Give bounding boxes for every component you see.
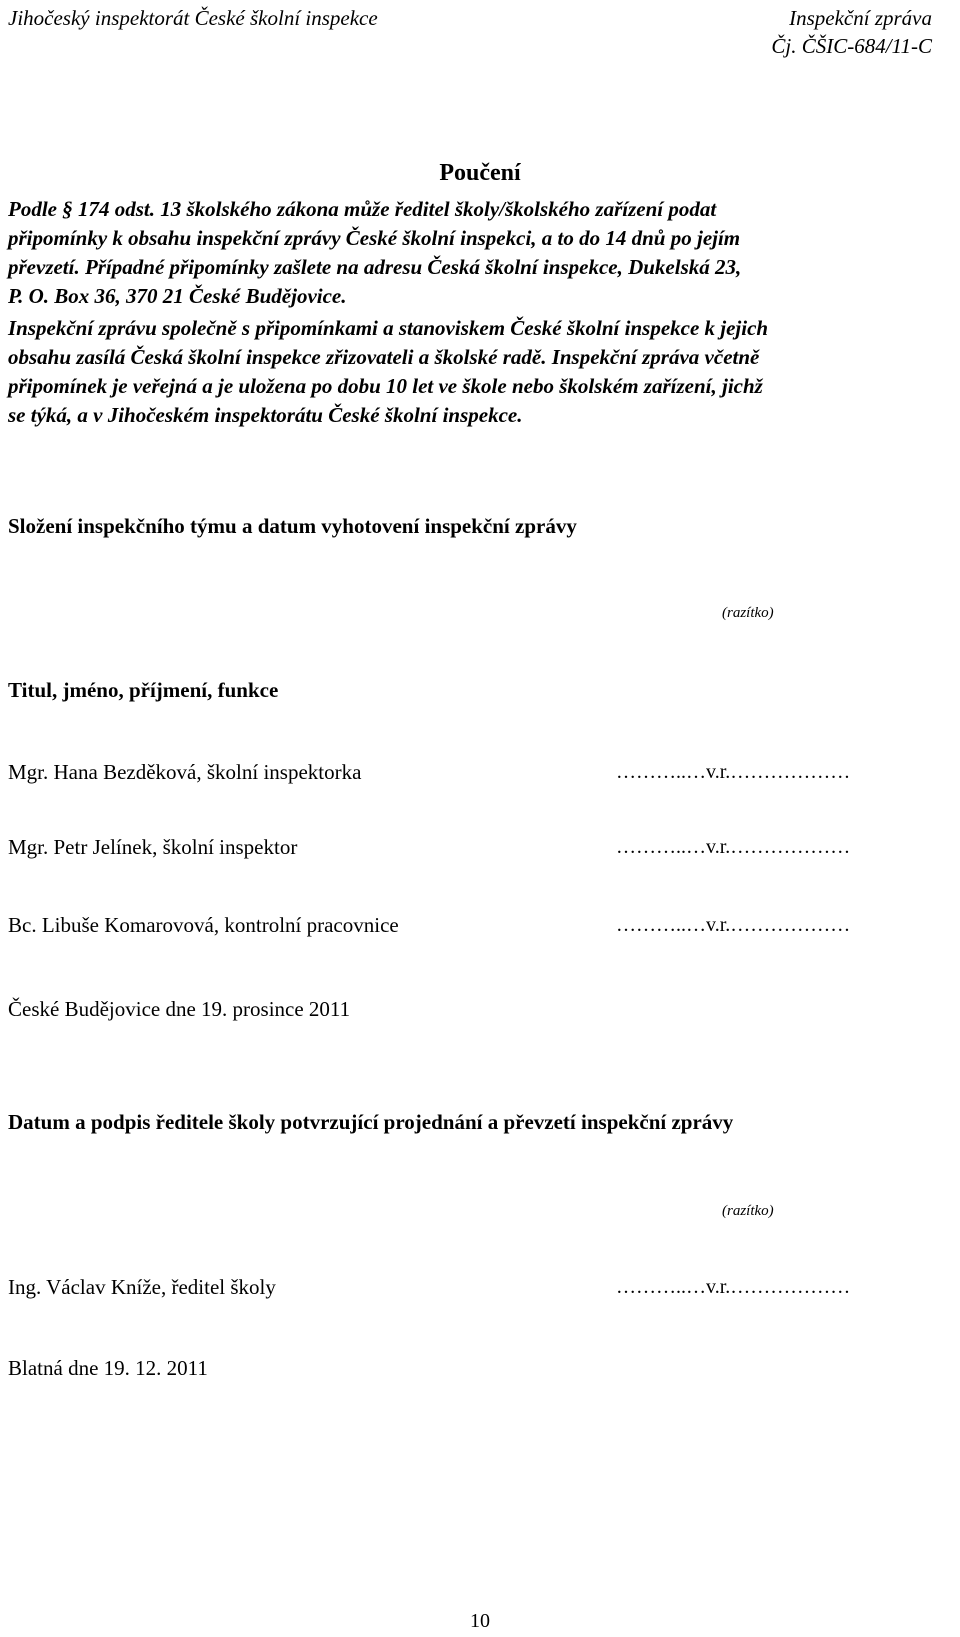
team-member-name: Mgr. Hana Bezděková, školní inspektorka xyxy=(8,760,362,784)
team-heading: Složení inspekčního týmu a datum vyhotovení inspekční zprávy xyxy=(8,514,577,538)
stamp-label: (razítko) xyxy=(722,605,774,621)
team-date-line: České Budějovice dne 19. prosince 2011 xyxy=(8,997,351,1021)
page-number: 10 xyxy=(470,1610,490,1632)
pouceni-line: obsahu zasílá Česká školní inspekce zřizovateli a školské radě. Inspekční zpráva včetně xyxy=(8,345,760,369)
pouceni-line: připomínek je veřejná a je uložena po dobu 10 let ve škole nebo školském zařízení, jichž xyxy=(8,374,763,398)
director-name: Ing. Václav Kníže, ředitel školy xyxy=(8,1275,276,1299)
pouceni-line: připomínky k obsahu inspekční zprávy České školní inspekci, a to do 14 dnů po jejím xyxy=(8,226,741,250)
director-signature: ………..…v.r.……………… xyxy=(616,1276,851,1298)
team-member-signature: ………..…v.r.……………… xyxy=(616,761,851,783)
header-reference-number: Čj. ČŠIC-684/11-C xyxy=(771,34,932,58)
pouceni-line: se týká, a v Jihočeském inspektorátu České školní inspekce. xyxy=(8,403,523,427)
team-member-name: Mgr. Petr Jelínek, školní inspektor xyxy=(8,835,298,859)
pouceni-line: Inspekční zprávu společně s připomínkami a stanoviskem České školní inspekce k jejich xyxy=(8,316,769,340)
team-member-name: Bc. Libuše Komarovová, kontrolní pracovnice xyxy=(8,913,399,937)
director-date-line: Blatná dne 19. 12. 2011 xyxy=(8,1356,208,1380)
pouceni-title: Poučení xyxy=(439,160,521,186)
pouceni-line: Podle § 174 odst. 13 školského zákona může ředitel školy/školského zařízení podat xyxy=(8,197,717,221)
stamp-label: (razítko) xyxy=(722,1203,774,1219)
team-member-signature: ………..…v.r.……………… xyxy=(616,836,851,858)
team-member-signature: ………..…v.r.……………… xyxy=(616,914,851,936)
header-report-type: Inspekční zpráva xyxy=(789,6,932,30)
director-heading: Datum a podpis ředitele školy potvrzující projednání a převzetí inspekční zprávy xyxy=(8,1110,734,1134)
team-column-heading: Titul, jméno, příjmení, funkce xyxy=(8,678,279,702)
header-inspectorate: Jihočeský inspektorát České školní inspekce xyxy=(8,6,378,30)
pouceni-line: převzetí. Případné připomínky zašlete na adresu Česká školní inspekce, Dukelská 23, xyxy=(8,255,742,279)
pouceni-line: P. O. Box 36, 370 21 České Budějovice. xyxy=(8,284,347,308)
